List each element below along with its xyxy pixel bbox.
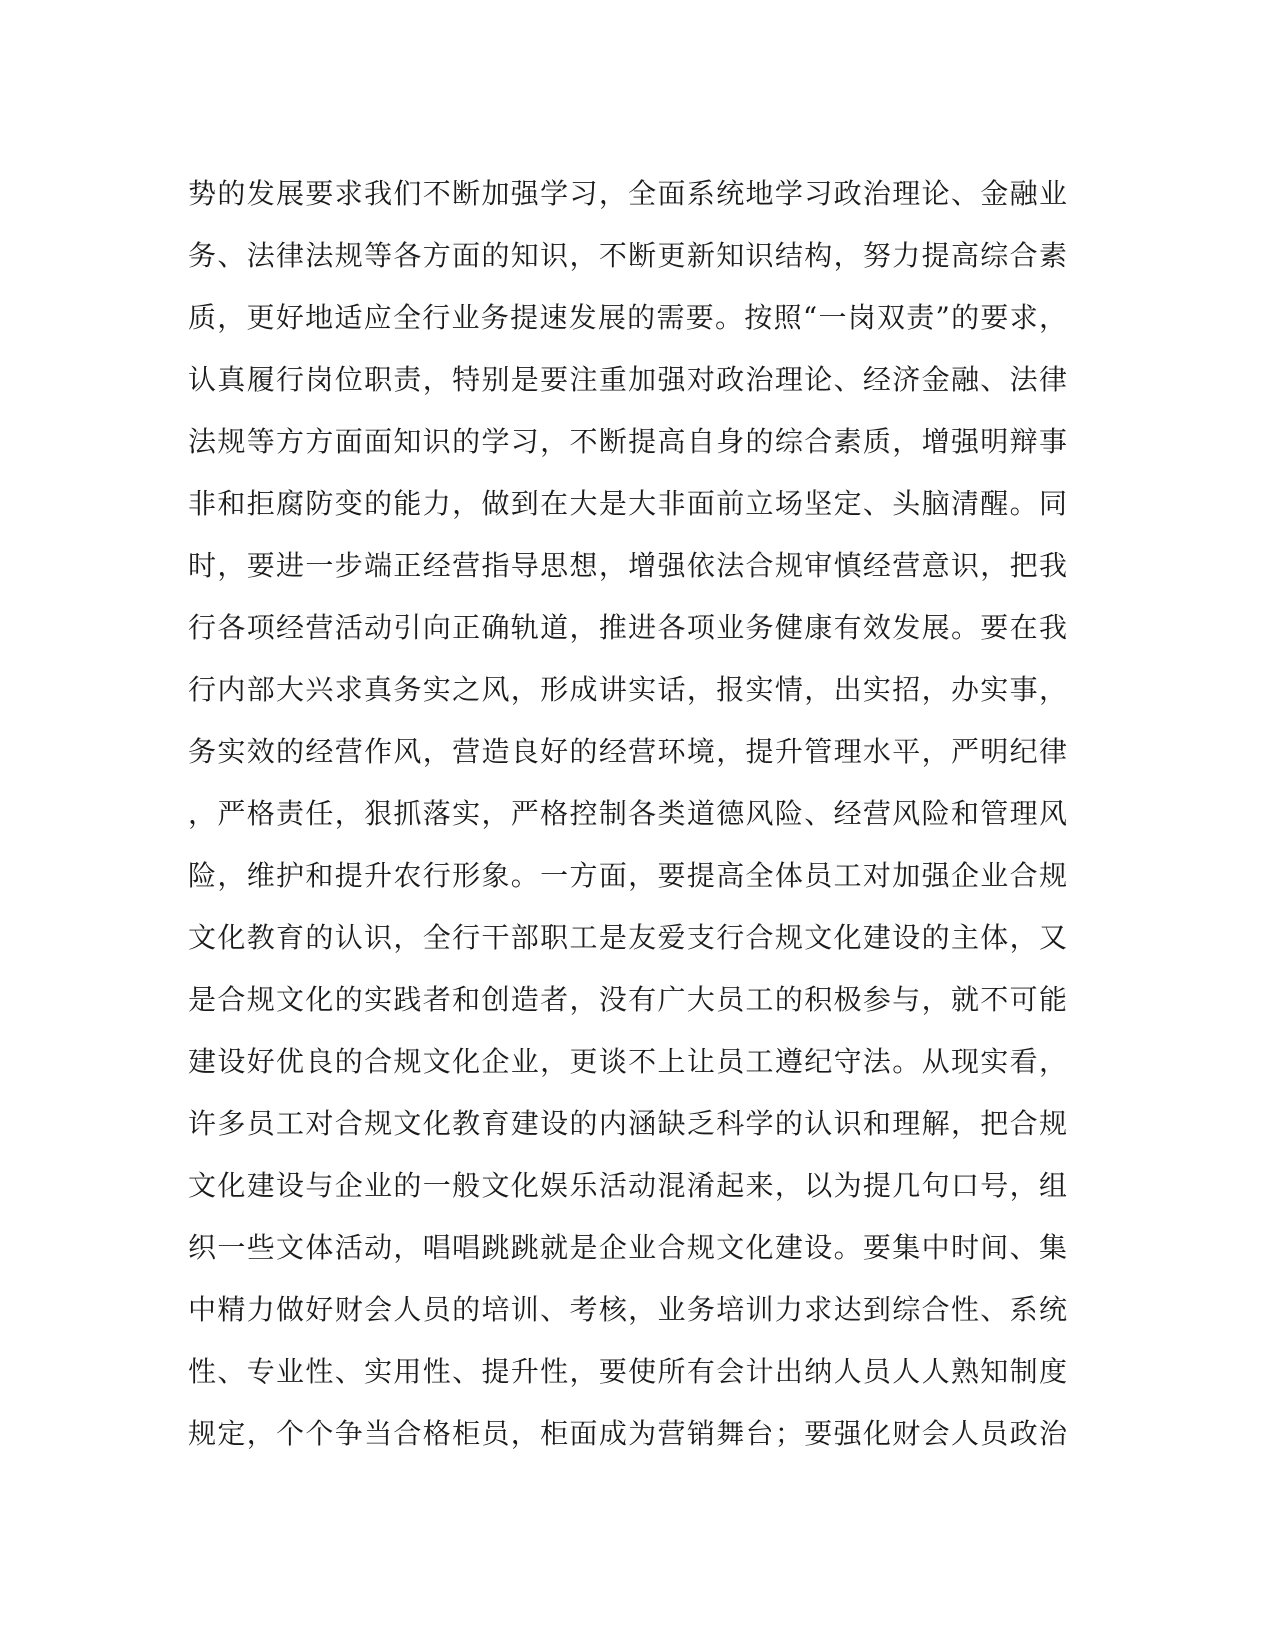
- text-line: 时，要进一步端正经营指导思想，增强依法合规审慎经营意识，把我: [188, 549, 1068, 582]
- text-line: 是合规文化的实践者和创造者，没有广大员工的积极参与，就不可能: [188, 983, 1068, 1016]
- text-line: 文化建设与企业的一般文化娱乐活动混淆起来，以为提几句口号，组: [188, 1169, 1068, 1202]
- text-line: 性、专业性、实用性、提升性，要使所有会计出纳人员人人熟知制度: [188, 1355, 1068, 1388]
- text-line: 许多员工对合规文化教育建设的内涵缺乏科学的认识和理解，把合规: [188, 1107, 1068, 1140]
- body-text: [188, 163, 1068, 1465]
- text-line: 质，更好地适应全行业务提速发展的需要。按照“一岗双责”的要求，: [188, 301, 1068, 334]
- text-line: 务、法律法规等各方面的知识，不断更新知识结构，努力提高综合素: [188, 239, 1068, 272]
- text-line: 规定，个个争当合格柜员，柜面成为营销舞台；要强化财会人员政治: [188, 1417, 1068, 1450]
- text-line: 文化教育的认识，全行干部职工是友爱支行合规文化建设的主体，又: [188, 921, 1068, 954]
- text-line: 险，维护和提升农行形象。一方面，要提高全体员工对加强企业合规: [188, 859, 1068, 892]
- text-line: 务实效的经营作风，营造良好的经营环境，提升管理水平，严明纪律: [188, 735, 1068, 768]
- text-line: 中精力做好财会人员的培训、考核，业务培训力求达到综合性、系统: [188, 1293, 1068, 1326]
- text-line: 行内部大兴求真务实之风，形成讲实话，报实情，出实招，办实事，: [188, 673, 1068, 706]
- text-line: 非和拒腐防变的能力，做到在大是大非面前立场坚定、头脑清醒。同: [188, 487, 1068, 520]
- text-line: 认真履行岗位职责，特别是要注重加强对政治理论、经济金融、法律: [188, 363, 1068, 396]
- text-line: 势的发展要求我们不断加强学习，全面系统地学习政治理论、金融业: [188, 177, 1068, 210]
- text-line: 织一些文体活动，唱唱跳跳就是企业合规文化建设。要集中时间、集: [188, 1231, 1068, 1264]
- text-line: 建设好优良的合规文化企业，更谈不上让员工遵纪守法。从现实看，: [188, 1045, 1068, 1078]
- text-line: ，严格责任，狠抓落实，严格控制各类道德风险、经营风险和管理风: [188, 797, 1068, 830]
- text-line: 法规等方方面面知识的学习，不断提高自身的综合素质，增强明辩事: [188, 425, 1068, 458]
- text-line: 行各项经营活动引向正确轨道，推进各项业务健康有效发展。要在我: [188, 611, 1068, 644]
